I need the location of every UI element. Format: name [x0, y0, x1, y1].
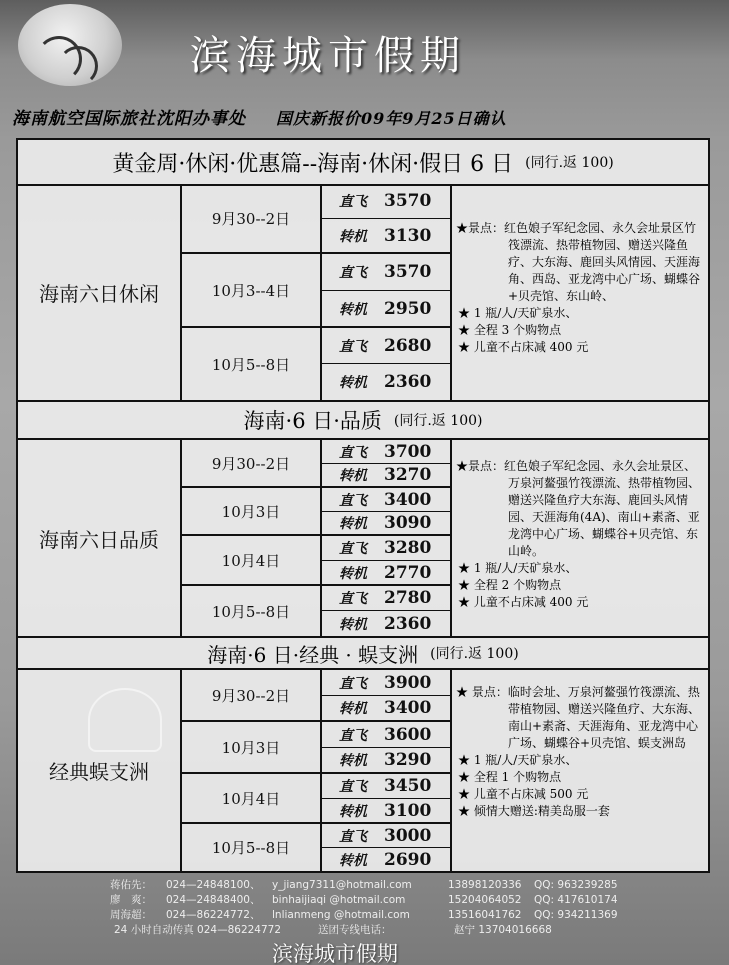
price-table [16, 138, 710, 873]
page-title: 滨海城市假期 [190, 33, 466, 79]
section-3 [18, 670, 708, 871]
price-value: 3900 [384, 672, 432, 693]
flight-type: 直飞 [339, 591, 367, 607]
flight-type: 转机 [339, 852, 367, 869]
date-cell: 10月4日 [182, 536, 322, 586]
attractions-text: ★景点：红色娘子军纪念园、永久会址景区、万泉河鳌强竹筏漂流、热带植物园、赠送兴隆鱼疗大东海、鹿回头风情园、天涯海角(4A)、南山+素斋、亚龙湾中心广场、蝴蝶谷+贝壳馆、东山岭。 [456, 459, 701, 558]
date-cell: 10月5--8日 [182, 824, 322, 871]
date-cell: 10月3日 [182, 488, 322, 536]
flight-type: 直飞 [339, 727, 367, 744]
itinerary-info [456, 220, 706, 356]
section-2-banner [18, 402, 708, 440]
contact-row [110, 877, 618, 892]
note-bullet: ★ 儿童不占床减 500 元 [458, 787, 589, 801]
flight-type: 转机 [339, 701, 367, 717]
fax-row [114, 922, 552, 937]
contact-phone: 024—86224772、 [166, 909, 261, 921]
contact-row [110, 907, 618, 922]
note-bullet: ★ 全程 1 个购物点 [458, 770, 562, 784]
price-row [322, 254, 452, 291]
contact-qq: QQ: 417610174 [534, 894, 618, 906]
product-name: 海南六日品质 [18, 440, 182, 636]
date-cell: 9月30--2日 [182, 440, 322, 488]
product-name: 经典蜈支洲 [18, 670, 182, 871]
note-bullet: ★ 1 瓶/人/天矿泉水、 [458, 561, 578, 575]
price-value: 2680 [384, 335, 432, 356]
attractions-text: ★ 景点：临时会址、万泉河鳌强竹筏漂流、热带植物园、赠送兴隆鱼疗、大东海、南山+素斋、天涯海角、亚龙湾中心广场、蝴蝶谷+贝壳馆、蜈支洲岛 [456, 685, 701, 750]
hotline-label: 送团专线电话： [318, 924, 392, 936]
section-2 [18, 440, 708, 638]
price-value: 3400 [384, 489, 432, 510]
price-value: 2360 [384, 613, 432, 634]
date-cell: 10月3日 [182, 722, 322, 774]
price-row [322, 774, 452, 799]
price-value: 3280 [384, 538, 432, 558]
price-value: 3600 [384, 724, 432, 745]
wave-decoration [58, 46, 98, 86]
hotline-number: 赵宁 13704016668 [454, 924, 552, 936]
price-row [322, 586, 452, 611]
price-value: 3100 [384, 800, 432, 821]
price-value: 3700 [384, 441, 432, 462]
price-row [322, 848, 452, 871]
price-row [322, 748, 452, 774]
flight-type: 转机 [339, 468, 367, 484]
contact-qq: QQ: 934211369 [534, 909, 618, 921]
contact-qq: QQ: 963239285 [534, 879, 618, 891]
section-2-rebate: (同行.返 100) [393, 413, 483, 429]
footer-brand: 滨海城市假期 [272, 942, 398, 965]
contact-email[interactable]: y_jiang7311@hotmail.com [272, 879, 412, 891]
contact-phone: 024—24848100、 [166, 879, 261, 891]
section-3-banner [18, 638, 708, 670]
price-value: 3270 [384, 465, 432, 485]
price-value: 3000 [384, 825, 432, 846]
flight-type: 直飞 [339, 194, 367, 210]
section-1-banner [18, 140, 708, 186]
flight-type: 转机 [339, 565, 367, 582]
contact-phone: 024—24848400、 [166, 894, 261, 906]
date-cell: 9月30--2日 [182, 184, 322, 254]
contact-mobile: 15204064052 [448, 894, 522, 906]
price-value: 3130 [384, 225, 432, 246]
note-bullet: ★ 1 瓶/人/天矿泉水、 [458, 753, 578, 767]
price-value: 3090 [384, 513, 432, 533]
itinerary-info [456, 684, 706, 820]
price-row [322, 696, 452, 722]
price-row [322, 611, 452, 636]
flight-type: 直飞 [339, 828, 367, 845]
flight-type: 转机 [339, 375, 367, 391]
price-row [322, 219, 452, 254]
contact-mobile: 13516041762 [448, 909, 522, 921]
note-bullet: ★ 全程 3 个购物点 [458, 323, 562, 337]
section-3-title: 海南·6 日·经典 · 蜈支洲 [207, 642, 419, 667]
note-bullet: ★ 全程 2 个购物点 [458, 578, 562, 592]
section-1 [18, 184, 708, 402]
section-3-rebate: (同行.返 100) [430, 646, 519, 662]
section-1-rebate: (同行.返 100) [525, 155, 614, 171]
price-row [322, 364, 452, 400]
date-cell: 10月5--8日 [182, 328, 322, 400]
price-value: 3290 [384, 750, 432, 770]
note-bullet: ★ 1 瓶/人/天矿泉水、 [458, 306, 578, 320]
price-row [322, 670, 452, 696]
price-row [322, 512, 452, 536]
flight-type: 直飞 [339, 541, 367, 557]
contact-email[interactable]: binhaijiaqi @hotmail.com [272, 894, 406, 906]
price-value: 2690 [384, 849, 432, 870]
flight-type: 转机 [339, 803, 367, 820]
flight-type: 直飞 [339, 492, 367, 509]
section-1-title: 黄金周·休闲·优惠篇--海南·休闲·假日 6 日 [112, 151, 514, 177]
contact-name: 蒋佑先： [110, 879, 152, 891]
flight-type: 直飞 [339, 265, 367, 281]
contact-row [110, 892, 618, 907]
price-row [322, 722, 452, 748]
price-row [322, 536, 452, 561]
price-value: 2950 [384, 298, 432, 319]
date-cell: 10月4日 [182, 774, 322, 824]
itinerary-info [456, 458, 706, 611]
price-value: 3450 [384, 776, 432, 796]
note-bullet: ★ 儿童不占床减 400 元 [458, 595, 589, 609]
price-value: 3570 [384, 191, 432, 211]
price-row [322, 291, 452, 328]
date-cell: 9月30--2日 [182, 670, 322, 722]
price-confirm-note: 国庆新报价09年9月25日确认 [276, 109, 507, 128]
price-row [322, 561, 452, 586]
contact-mobile: 13898120336 [448, 879, 522, 891]
section-2-title: 海南·6 日·品质 [243, 409, 382, 433]
price-value: 2360 [384, 372, 432, 392]
price-row [322, 464, 452, 488]
flight-type: 转机 [339, 616, 367, 633]
flight-type: 转机 [339, 301, 367, 318]
contact-name: 周海超： [110, 909, 152, 921]
price-row [322, 184, 452, 219]
contact-name: 廖 爽： [110, 894, 152, 906]
attractions-text: ★景点：红色娘子军纪念园、永久会址景区竹筏漂流、热带植物园、赠送兴隆鱼疗、大东海、鹿回头风情园、天涯海角、西岛、亚龙湾中心广场、蝴蝶谷+贝壳馆、东山岭、 [456, 221, 701, 303]
flight-type: 直飞 [339, 779, 367, 795]
subtitle-line [12, 104, 717, 129]
note-bullet: ★ 儿童不占床减 400 元 [458, 340, 589, 354]
contact-email[interactable]: lnlianmeng @hotmail.com [272, 909, 410, 921]
price-row [322, 328, 452, 364]
price-row [322, 824, 452, 848]
flight-type: 转机 [339, 228, 367, 245]
price-value: 2780 [384, 588, 432, 608]
price-row [322, 799, 452, 824]
flight-type: 直飞 [339, 675, 367, 692]
flight-type: 直飞 [339, 338, 367, 355]
flight-type: 转机 [339, 516, 367, 532]
date-cell: 10月3--4日 [182, 254, 322, 328]
price-value: 2770 [384, 562, 432, 583]
price-row [322, 440, 452, 464]
product-name: 海南六日休闲 [18, 184, 182, 400]
flight-type: 直飞 [339, 444, 367, 461]
agency-name: 海南航空国际旅社沈阳办事处 [12, 109, 246, 129]
price-value: 3570 [384, 262, 432, 282]
price-value: 3400 [384, 698, 432, 718]
flight-type: 转机 [339, 753, 367, 769]
fax-number: 24 小时自动传真 024—86224772 [114, 924, 282, 936]
date-cell: 10月5--8日 [182, 586, 322, 636]
note-bullet: ★ 倾情大赠送:精美岛服一套 [458, 804, 610, 818]
price-row [322, 488, 452, 512]
